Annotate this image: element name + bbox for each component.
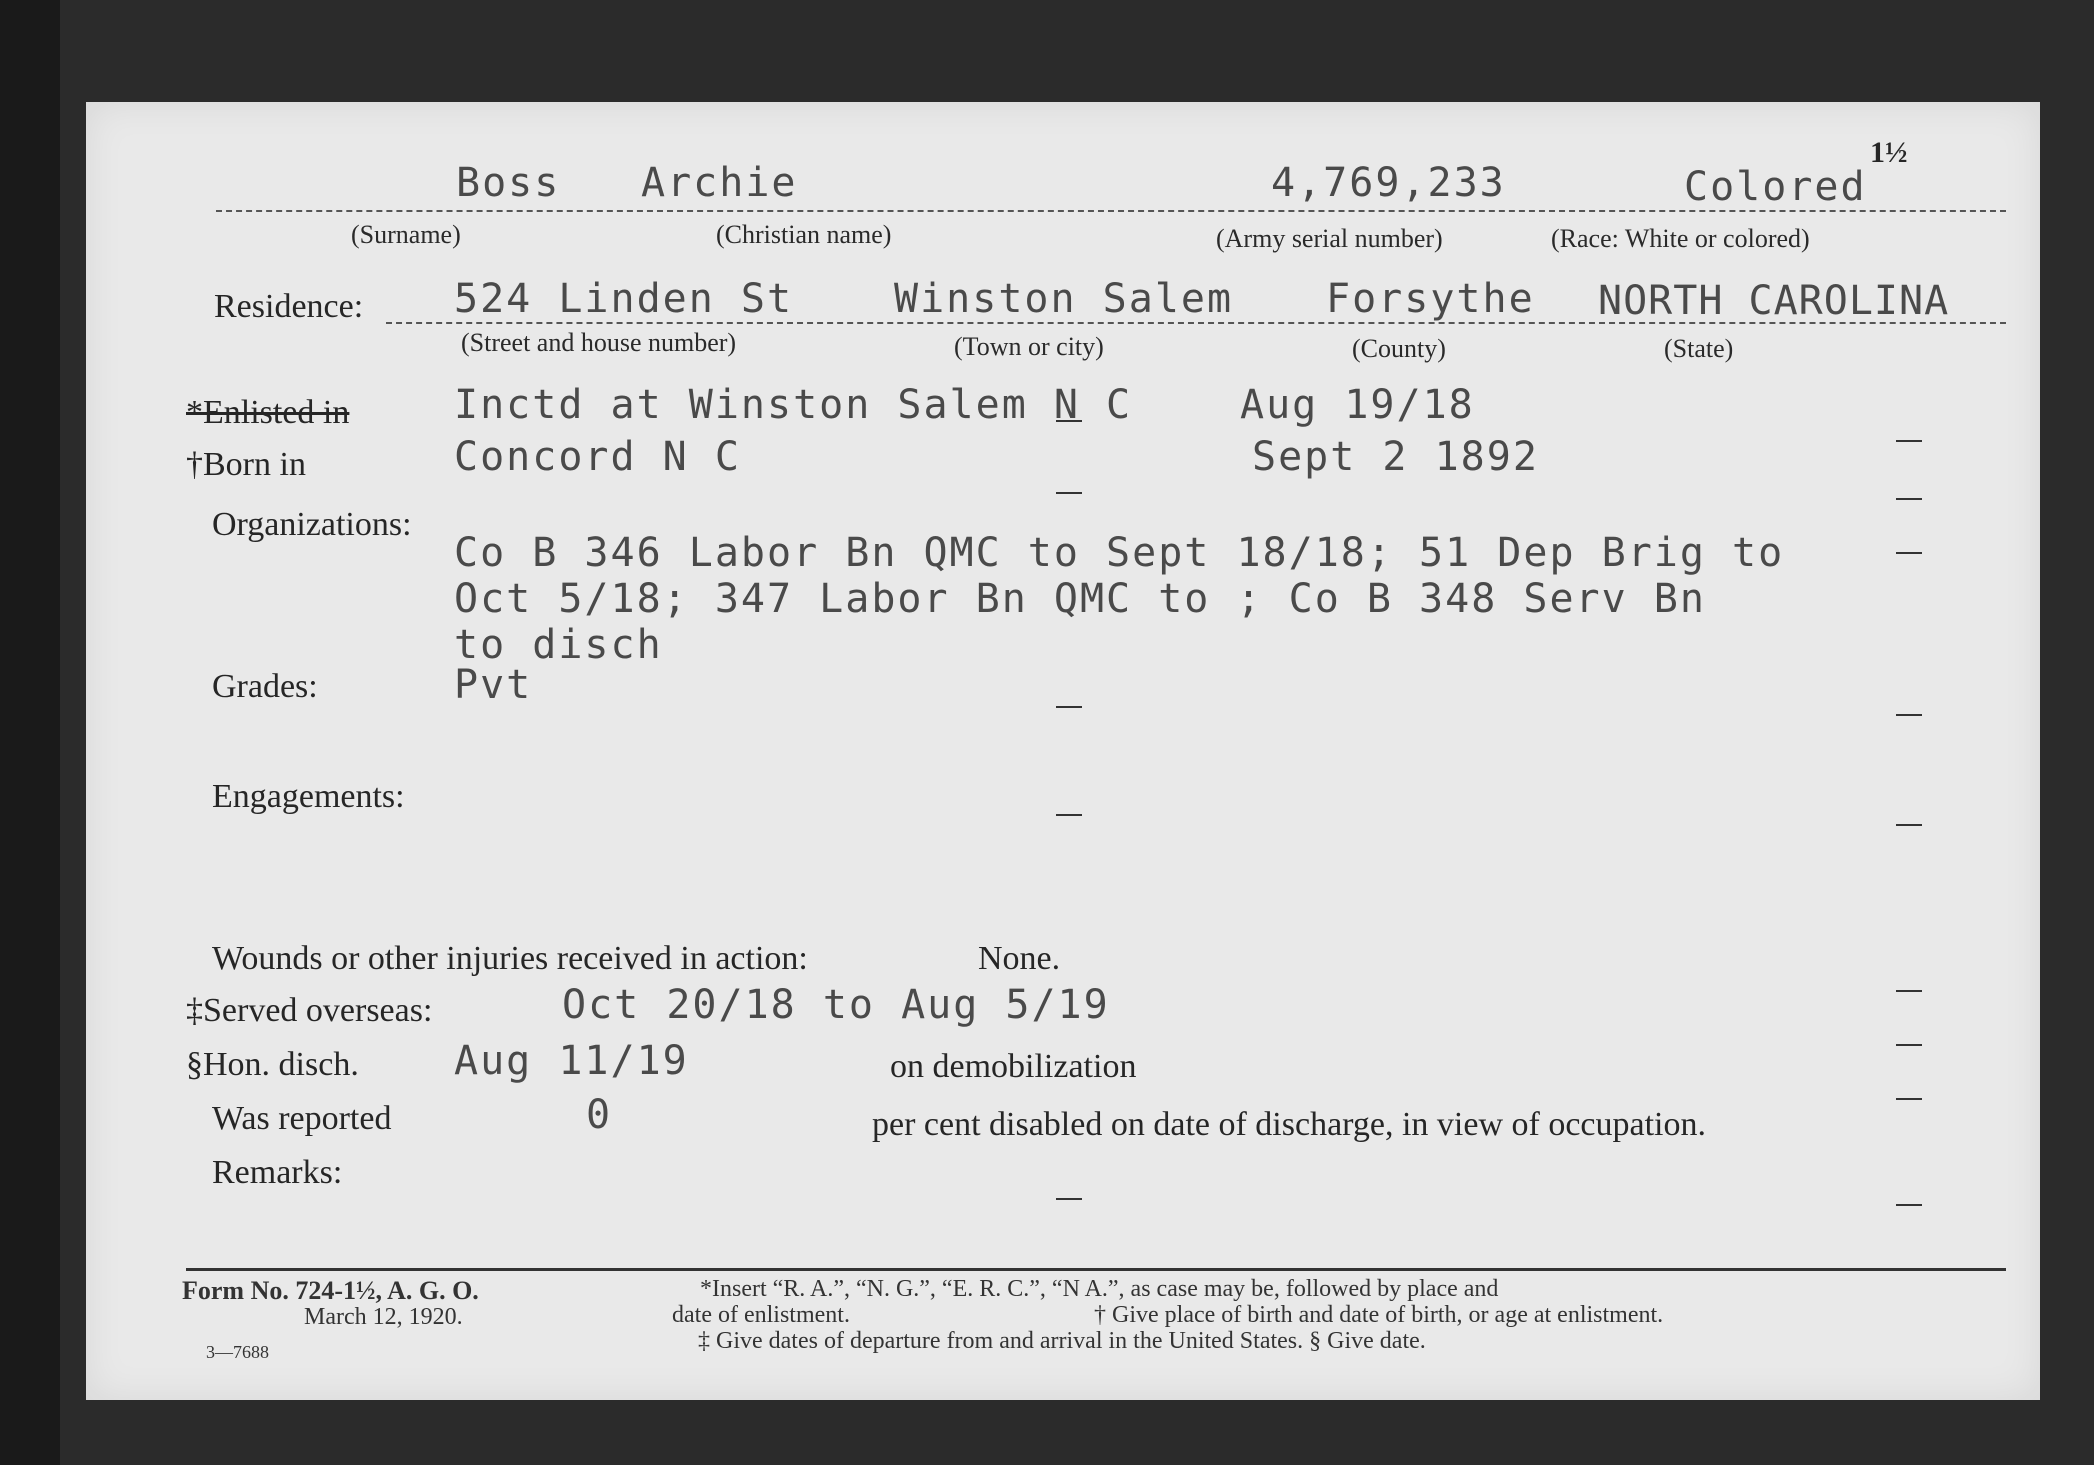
residence-label: Residence: [214,288,364,325]
grades-label: Grades: [212,668,318,705]
town-caption: (Town or city) [954,332,1104,361]
tick-mark [1056,420,1082,422]
tick-mark [1896,1098,1922,1100]
county-caption: (County) [1352,334,1446,363]
discharge-date: Aug 11/19 [454,1038,689,1084]
born-place: Concord N C [454,434,741,480]
state-caption: (State) [1664,334,1734,363]
form-date: March 12, 1920. [304,1304,463,1330]
street-value: 524 Linden St [454,276,794,322]
footer-note-1: *Insert “R. A.”, “N. G.”, “E. R. C.”, “N A.”, as case may be, followed by place and [700,1276,1499,1302]
remarks-label: Remarks: [212,1154,343,1191]
service-record-card [86,102,2040,1400]
tick-mark [1896,552,1922,554]
tick-mark [1056,492,1082,494]
reported-label: Was reported [212,1100,392,1137]
card-number: 1½ [1870,136,1908,169]
wounds-value: None. [978,940,1061,977]
print-code: 3—7688 [206,1342,269,1362]
wounds-label: Wounds or other injuries received in action: [212,940,808,977]
state-value: NORTH CAROLINA [1598,278,1950,324]
tick-mark [1896,824,1922,826]
enlisted-date: Aug 19/18 [1240,382,1475,428]
reported-value: 0 [586,1092,613,1138]
header-line [216,210,2006,212]
tick-mark [1896,1044,1922,1046]
discharge-note: on demobilization [890,1048,1137,1085]
enlisted-label: *Enlisted in [186,394,350,431]
engagements-label: Engagements: [212,778,405,815]
christian-name-caption: (Christian name) [716,220,892,249]
serial-number-caption: (Army serial number) [1216,224,1443,253]
surname-caption: (Surname) [351,220,461,249]
residence-line [386,322,2006,324]
organizations-line-2: Oct 5/18; 347 Labor Bn QMC to ; Co B 348 Serv Bn [454,576,1706,622]
tick-mark [1896,440,1922,442]
race-caption: (Race: White or colored) [1551,224,1810,253]
serial-number-value: 4,769,233 [1271,160,1506,206]
tick-mark [1056,814,1082,816]
footer-note-4: ‡ Give dates of departure from and arrival in the United States. § Give date. [698,1328,1426,1354]
organizations-line-3: to disch [454,622,663,668]
race-value: Colored [1684,164,1867,210]
born-date: Sept 2 1892 [1252,434,1539,480]
tick-mark [1896,714,1922,716]
tick-mark [1896,990,1922,992]
surname-value: Boss [456,160,561,206]
tick-mark [1056,706,1082,708]
reported-text: per cent disabled on date of discharge, in view of occupation. [872,1106,1706,1143]
tick-mark [1056,1198,1082,1200]
scan-border [0,0,60,1465]
form-number: Form No. 724-1½, A. G. O. [182,1276,479,1305]
christian-name-value: Archie [641,160,798,206]
enlisted-place: Inctd at Winston Salem N C [454,382,1133,428]
street-caption: (Street and house number) [461,328,737,357]
overseas-label: ‡Served overseas: [186,992,433,1029]
footer-rule [186,1268,2006,1271]
footer-note-2: date of enlistment. [672,1302,850,1328]
footer-note-3: † Give place of birth and date of birth, or age at enlistment. [1094,1302,1664,1328]
grades-value: Pvt [454,662,533,708]
town-value: Winston Salem [894,276,1234,322]
organizations-label: Organizations: [212,506,412,543]
tick-mark [1896,1204,1922,1206]
discharge-label: §Hon. disch. [186,1046,359,1083]
county-value: Forsythe [1326,276,1535,322]
organizations-line-1: Co B 346 Labor Bn QMC to Sept 18/18; 51 Dep Brig to [454,530,1785,576]
tick-mark [1896,498,1922,500]
born-label: †Born in [186,446,306,483]
overseas-value: Oct 20/18 to Aug 5/19 [562,982,1110,1028]
